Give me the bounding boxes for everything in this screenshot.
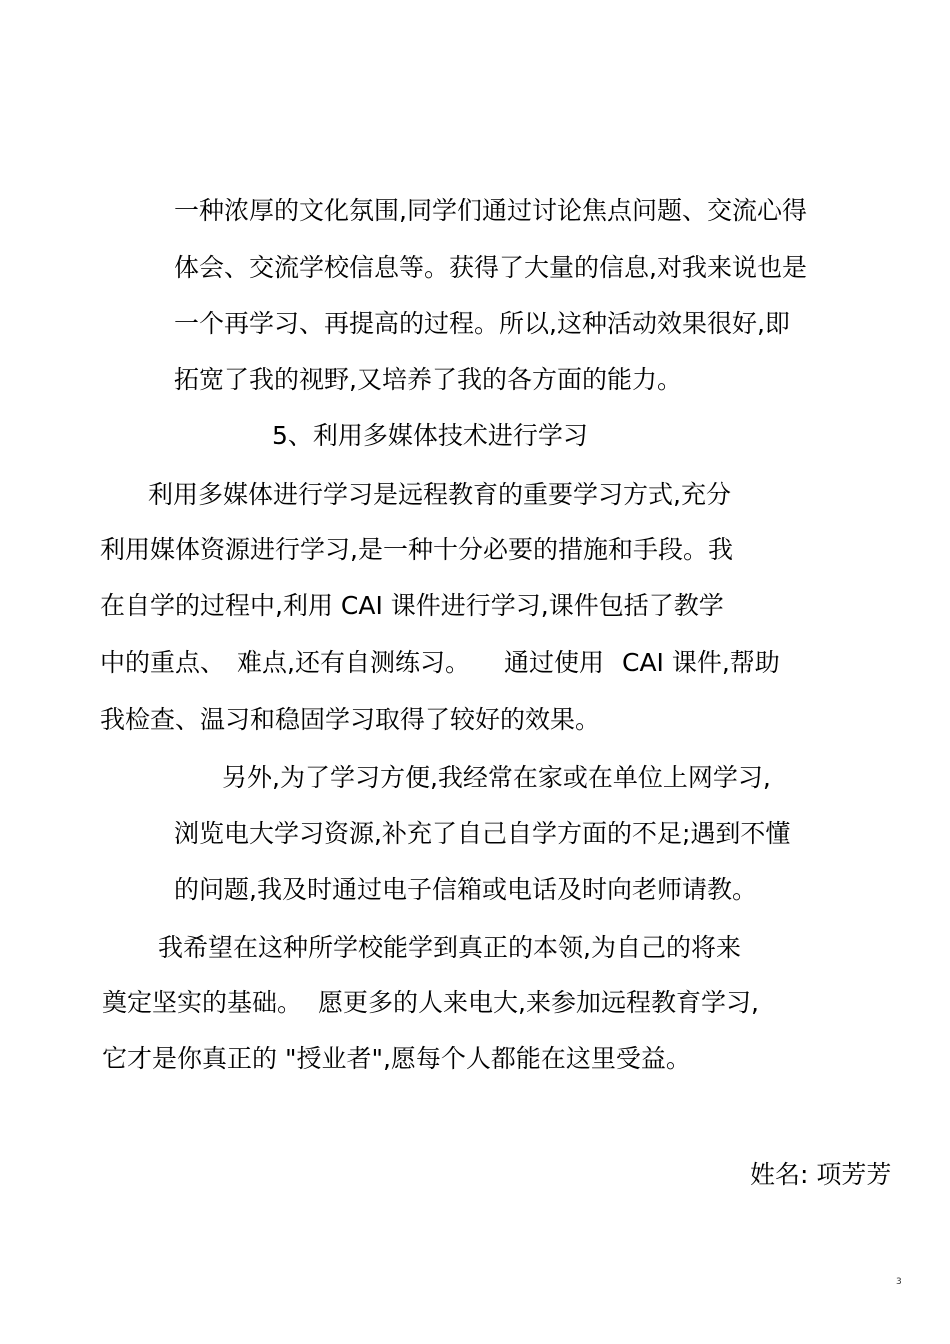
page-number: 3 — [896, 1277, 902, 1287]
paragraph-2-line-4-part-3: 通过使用 — [503, 648, 604, 677]
paragraph-2-line-4-part-1: 中的重点、 — [100, 648, 226, 677]
paragraph-1-line-4: 拓宽了我的视野,又培养了我的各方面的能力。 — [174, 365, 682, 394]
paragraph-2-line-5: 我检查、温习和稳固学习取得了较好的效果。 — [100, 705, 601, 734]
paragraph-4-line-2-part-2: 愿更多的人来电大,来参加远程教育学习, — [318, 988, 759, 1017]
paragraph-1-line-3: 一个再学习、再提高的过程。所以,这种活动效果很好,即 — [174, 309, 790, 338]
paragraph-3-line-2: 浏览电大学习资源,补充了自己自学方面的不足;遇到不懂 — [174, 819, 791, 848]
paragraph-1-line-2: 体会、交流学校信息等。获得了大量的信息,对我来说也是 — [174, 253, 807, 282]
paragraph-4-line-2 — [102, 988, 759, 1018]
paragraph-3-line-3: 的问题,我及时通过电子信箱或电话及时向老师请教。 — [174, 875, 757, 904]
paragraph-4-line-3: 它才是你真正的 "授业者",愿每个人都能在这里受益。 — [102, 1044, 691, 1073]
paragraph-2-line-1: 利用多媒体进行学习是远程教育的重要学习方式,充分 — [148, 480, 731, 509]
paragraph-1-line-1: 一种浓厚的文化氛围,同学们通过讨论焦点问题、交流心得 — [174, 196, 807, 225]
paragraph-2-line-4 — [100, 648, 780, 678]
paragraph-4-line-1: 我希望在这种所学校能学到真正的本领,为自己的将来 — [158, 933, 741, 962]
paragraph-4-line-2-part-1: 奠定坚实的基础。 — [102, 988, 303, 1017]
paragraph-2-line-4-part-2: 难点,还有自测练习。 — [237, 648, 470, 677]
paragraph-2-line-4-part-4: CAI 课件,帮助 — [621, 648, 780, 677]
paragraph-2-line-2: 利用媒体资源进行学习,是一种十分必要的措施和手段。我 — [100, 535, 733, 564]
paragraph-2-line-3: 在自学的过程中,利用 CAI 课件进行学习,课件包括了教学 — [100, 591, 724, 620]
paragraph-3-line-1: 另外,为了学习方便,我经常在家或在单位上网学习, — [222, 763, 771, 792]
signature: 姓名: 项芳芳 — [750, 1160, 892, 1189]
section-heading: 5、利用多媒体技术进行学习 — [272, 421, 588, 450]
